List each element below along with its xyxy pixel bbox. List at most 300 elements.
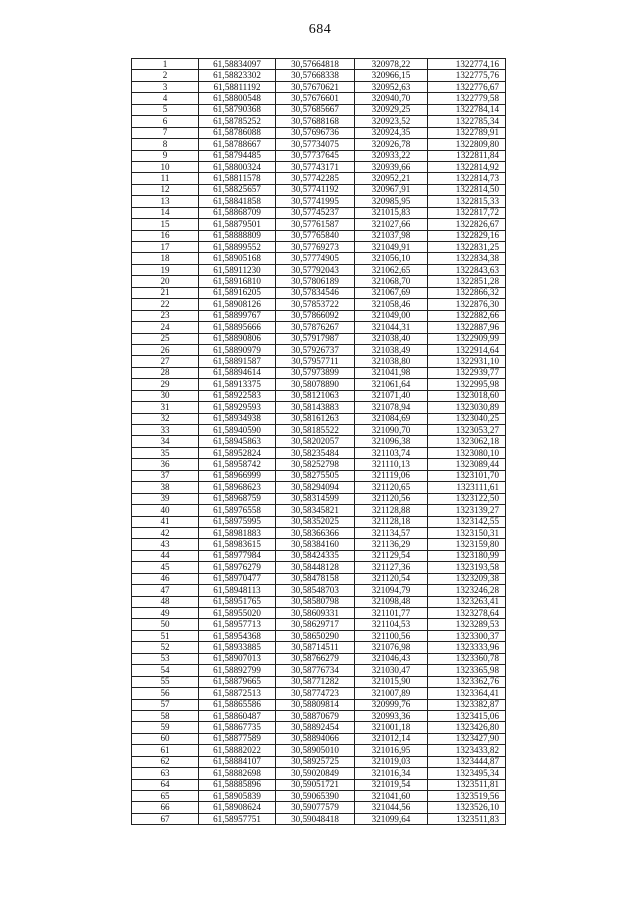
longitude-cell: 30,58609331 xyxy=(276,608,355,619)
y-coordinate-cell: 1323040,25 xyxy=(428,413,506,424)
x-coordinate-cell: 320929,25 xyxy=(355,104,428,115)
table-row xyxy=(132,733,506,744)
table-row xyxy=(132,81,506,92)
x-coordinate-cell: 321001,18 xyxy=(355,722,428,733)
latitude-cell: 61,58811192 xyxy=(199,81,276,92)
point-number-cell: 10 xyxy=(132,161,199,172)
table-row xyxy=(132,505,506,516)
table-row xyxy=(132,344,506,355)
table-row xyxy=(132,447,506,458)
x-coordinate-cell: 321044,31 xyxy=(355,322,428,333)
y-coordinate-cell: 1322843,63 xyxy=(428,264,506,275)
latitude-cell: 61,58955020 xyxy=(199,608,276,619)
longitude-cell: 30,57761587 xyxy=(276,219,355,230)
x-coordinate-cell: 321068,70 xyxy=(355,276,428,287)
latitude-cell: 61,58892799 xyxy=(199,665,276,676)
point-number-cell: 40 xyxy=(132,505,199,516)
point-number-cell: 37 xyxy=(132,470,199,481)
x-coordinate-cell: 321094,79 xyxy=(355,585,428,596)
latitude-cell: 61,58899767 xyxy=(199,310,276,321)
point-number-cell: 59 xyxy=(132,722,199,733)
table-row xyxy=(132,299,506,310)
x-coordinate-cell: 321044,56 xyxy=(355,802,428,813)
x-coordinate-cell: 321067,69 xyxy=(355,287,428,298)
point-number-cell: 30 xyxy=(132,390,199,401)
y-coordinate-cell: 1323062,18 xyxy=(428,436,506,447)
table-row xyxy=(132,745,506,756)
y-coordinate-cell: 1323526,10 xyxy=(428,802,506,813)
y-coordinate-cell: 1322814,92 xyxy=(428,161,506,172)
y-coordinate-cell: 1322829,16 xyxy=(428,230,506,241)
x-coordinate-cell: 321041,98 xyxy=(355,367,428,378)
x-coordinate-cell: 321076,98 xyxy=(355,642,428,653)
x-coordinate-cell: 320999,76 xyxy=(355,699,428,710)
y-coordinate-cell: 1323018,60 xyxy=(428,390,506,401)
x-coordinate-cell: 321056,10 xyxy=(355,253,428,264)
latitude-cell: 61,58954368 xyxy=(199,630,276,641)
point-number-cell: 4 xyxy=(132,93,199,104)
x-coordinate-cell: 320924,35 xyxy=(355,127,428,138)
y-coordinate-cell: 1322789,91 xyxy=(428,127,506,138)
latitude-cell: 61,58951765 xyxy=(199,596,276,607)
table-row xyxy=(132,710,506,721)
y-coordinate-cell: 1322866,32 xyxy=(428,287,506,298)
point-number-cell: 43 xyxy=(132,539,199,550)
longitude-cell: 30,57745237 xyxy=(276,207,355,218)
longitude-cell: 30,57668338 xyxy=(276,70,355,81)
longitude-cell: 30,57853722 xyxy=(276,299,355,310)
x-coordinate-cell: 321041,60 xyxy=(355,791,428,802)
latitude-cell: 61,58823302 xyxy=(199,70,276,81)
latitude-cell: 61,58922583 xyxy=(199,390,276,401)
latitude-cell: 61,58913375 xyxy=(199,379,276,390)
longitude-cell: 30,58766279 xyxy=(276,653,355,664)
y-coordinate-cell: 1322809,80 xyxy=(428,139,506,150)
y-coordinate-cell: 1323139,27 xyxy=(428,505,506,516)
longitude-cell: 30,57957711 xyxy=(276,356,355,367)
latitude-cell: 61,58800548 xyxy=(199,93,276,104)
table-row xyxy=(132,127,506,138)
y-coordinate-cell: 1323080,10 xyxy=(428,447,506,458)
latitude-cell: 61,58825657 xyxy=(199,184,276,195)
y-coordinate-cell: 1323426,80 xyxy=(428,722,506,733)
point-number-cell: 1 xyxy=(132,59,199,70)
latitude-cell: 61,58929593 xyxy=(199,402,276,413)
y-coordinate-cell: 1323495,34 xyxy=(428,768,506,779)
y-coordinate-cell: 1323180,99 xyxy=(428,550,506,561)
table-row xyxy=(132,550,506,561)
x-coordinate-cell: 321096,38 xyxy=(355,436,428,447)
table-row xyxy=(132,653,506,664)
point-number-cell: 29 xyxy=(132,379,199,390)
longitude-cell: 30,58771282 xyxy=(276,676,355,687)
y-coordinate-cell: 1322776,67 xyxy=(428,81,506,92)
longitude-cell: 30,58252798 xyxy=(276,459,355,470)
x-coordinate-cell: 321027,66 xyxy=(355,219,428,230)
longitude-cell: 30,57834546 xyxy=(276,287,355,298)
point-number-cell: 61 xyxy=(132,745,199,756)
table-row xyxy=(132,642,506,653)
latitude-cell: 61,58966999 xyxy=(199,470,276,481)
table-row xyxy=(132,287,506,298)
point-number-cell: 16 xyxy=(132,230,199,241)
longitude-cell: 30,58776734 xyxy=(276,665,355,676)
table-row xyxy=(132,722,506,733)
y-coordinate-cell: 1323444,87 xyxy=(428,756,506,767)
longitude-cell: 30,57688168 xyxy=(276,116,355,127)
latitude-cell: 61,58976558 xyxy=(199,505,276,516)
latitude-cell: 61,58879501 xyxy=(199,219,276,230)
latitude-cell: 61,58834097 xyxy=(199,59,276,70)
point-number-cell: 22 xyxy=(132,299,199,310)
table-row xyxy=(132,699,506,710)
longitude-cell: 30,58714511 xyxy=(276,642,355,653)
y-coordinate-cell: 1322995,98 xyxy=(428,379,506,390)
longitude-cell: 30,58650290 xyxy=(276,630,355,641)
x-coordinate-cell: 321019,54 xyxy=(355,779,428,790)
point-number-cell: 3 xyxy=(132,81,199,92)
table-row xyxy=(132,573,506,584)
longitude-cell: 30,59020849 xyxy=(276,768,355,779)
y-coordinate-cell: 1323030,89 xyxy=(428,402,506,413)
table-row xyxy=(132,482,506,493)
y-coordinate-cell: 1322887,96 xyxy=(428,322,506,333)
point-number-cell: 25 xyxy=(132,333,199,344)
longitude-cell: 30,59048418 xyxy=(276,813,355,824)
x-coordinate-cell: 321119,06 xyxy=(355,470,428,481)
y-coordinate-cell: 1323511,83 xyxy=(428,813,506,824)
longitude-cell: 30,58345821 xyxy=(276,505,355,516)
point-number-cell: 48 xyxy=(132,596,199,607)
x-coordinate-cell: 320966,15 xyxy=(355,70,428,81)
latitude-cell: 61,58879665 xyxy=(199,676,276,687)
longitude-cell: 30,57743171 xyxy=(276,161,355,172)
longitude-cell: 30,57737645 xyxy=(276,150,355,161)
point-number-cell: 12 xyxy=(132,184,199,195)
point-number-cell: 53 xyxy=(132,653,199,664)
y-coordinate-cell: 1323246,28 xyxy=(428,585,506,596)
coordinates-table xyxy=(131,58,506,825)
table-row xyxy=(132,322,506,333)
latitude-cell: 61,58958742 xyxy=(199,459,276,470)
table-row xyxy=(132,813,506,824)
longitude-cell: 30,58925725 xyxy=(276,756,355,767)
x-coordinate-cell: 321134,57 xyxy=(355,527,428,538)
table-row xyxy=(132,139,506,150)
longitude-cell: 30,58905010 xyxy=(276,745,355,756)
y-coordinate-cell: 1323365,98 xyxy=(428,665,506,676)
longitude-cell: 30,57664818 xyxy=(276,59,355,70)
table-row xyxy=(132,470,506,481)
table-row xyxy=(132,207,506,218)
x-coordinate-cell: 321129,54 xyxy=(355,550,428,561)
longitude-cell: 30,58774723 xyxy=(276,688,355,699)
x-coordinate-cell: 321120,56 xyxy=(355,493,428,504)
longitude-cell: 30,57741192 xyxy=(276,184,355,195)
latitude-cell: 61,58841858 xyxy=(199,196,276,207)
y-coordinate-cell: 1322876,30 xyxy=(428,299,506,310)
y-coordinate-cell: 1323150,31 xyxy=(428,527,506,538)
latitude-cell: 61,58890806 xyxy=(199,333,276,344)
longitude-cell: 30,58185522 xyxy=(276,425,355,436)
x-coordinate-cell: 321128,18 xyxy=(355,516,428,527)
point-number-cell: 13 xyxy=(132,196,199,207)
point-number-cell: 63 xyxy=(132,768,199,779)
x-coordinate-cell: 321046,43 xyxy=(355,653,428,664)
y-coordinate-cell: 1322882,66 xyxy=(428,310,506,321)
latitude-cell: 61,58970477 xyxy=(199,573,276,584)
y-coordinate-cell: 1323511,81 xyxy=(428,779,506,790)
y-coordinate-cell: 1322909,99 xyxy=(428,333,506,344)
x-coordinate-cell: 321038,40 xyxy=(355,333,428,344)
latitude-cell: 61,58885896 xyxy=(199,779,276,790)
latitude-cell: 61,58934938 xyxy=(199,413,276,424)
y-coordinate-cell: 1323300,37 xyxy=(428,630,506,641)
longitude-cell: 30,57806189 xyxy=(276,276,355,287)
x-coordinate-cell: 321071,40 xyxy=(355,390,428,401)
point-number-cell: 64 xyxy=(132,779,199,790)
y-coordinate-cell: 1323362,76 xyxy=(428,676,506,687)
latitude-cell: 61,58895666 xyxy=(199,322,276,333)
table-row xyxy=(132,276,506,287)
x-coordinate-cell: 320940,70 xyxy=(355,93,428,104)
longitude-cell: 30,57742285 xyxy=(276,173,355,184)
point-number-cell: 33 xyxy=(132,425,199,436)
table-row xyxy=(132,161,506,172)
point-number-cell: 11 xyxy=(132,173,199,184)
x-coordinate-cell: 321136,29 xyxy=(355,539,428,550)
latitude-cell: 61,58968623 xyxy=(199,482,276,493)
table-row xyxy=(132,219,506,230)
y-coordinate-cell: 1323278,64 xyxy=(428,608,506,619)
point-number-cell: 39 xyxy=(132,493,199,504)
x-coordinate-cell: 320978,22 xyxy=(355,59,428,70)
table-row xyxy=(132,516,506,527)
latitude-cell: 61,58977984 xyxy=(199,550,276,561)
table-row xyxy=(132,562,506,573)
latitude-cell: 61,58916205 xyxy=(199,287,276,298)
point-number-cell: 58 xyxy=(132,710,199,721)
table-row xyxy=(132,791,506,802)
x-coordinate-cell: 321127,36 xyxy=(355,562,428,573)
point-number-cell: 38 xyxy=(132,482,199,493)
latitude-cell: 61,58882698 xyxy=(199,768,276,779)
point-number-cell: 6 xyxy=(132,116,199,127)
point-number-cell: 47 xyxy=(132,585,199,596)
point-number-cell: 21 xyxy=(132,287,199,298)
y-coordinate-cell: 1323142,55 xyxy=(428,516,506,527)
point-number-cell: 8 xyxy=(132,139,199,150)
point-number-cell: 15 xyxy=(132,219,199,230)
table-row xyxy=(132,253,506,264)
x-coordinate-cell: 321049,91 xyxy=(355,242,428,253)
x-coordinate-cell: 321012,14 xyxy=(355,733,428,744)
table-row xyxy=(132,436,506,447)
point-number-cell: 54 xyxy=(132,665,199,676)
table-row xyxy=(132,367,506,378)
y-coordinate-cell: 1322811,84 xyxy=(428,150,506,161)
y-coordinate-cell: 1323089,44 xyxy=(428,459,506,470)
latitude-cell: 61,58794485 xyxy=(199,150,276,161)
table-row xyxy=(132,150,506,161)
y-coordinate-cell: 1322784,14 xyxy=(428,104,506,115)
x-coordinate-cell: 320993,36 xyxy=(355,710,428,721)
latitude-cell: 61,58860487 xyxy=(199,710,276,721)
table-row xyxy=(132,104,506,115)
point-number-cell: 26 xyxy=(132,344,199,355)
x-coordinate-cell: 320952,21 xyxy=(355,173,428,184)
x-coordinate-cell: 321098,48 xyxy=(355,596,428,607)
latitude-cell: 61,58957713 xyxy=(199,619,276,630)
y-coordinate-cell: 1322779,58 xyxy=(428,93,506,104)
y-coordinate-cell: 1322931,10 xyxy=(428,356,506,367)
x-coordinate-cell: 321090,70 xyxy=(355,425,428,436)
page-number: 684 xyxy=(308,22,332,37)
point-number-cell: 5 xyxy=(132,104,199,115)
y-coordinate-cell: 1322817,72 xyxy=(428,207,506,218)
y-coordinate-cell: 1323333,96 xyxy=(428,642,506,653)
x-coordinate-cell: 321058,46 xyxy=(355,299,428,310)
x-coordinate-cell: 321049,00 xyxy=(355,310,428,321)
longitude-cell: 30,57917987 xyxy=(276,333,355,344)
table-row xyxy=(132,630,506,641)
latitude-cell: 61,58790368 xyxy=(199,104,276,115)
longitude-cell: 30,57973899 xyxy=(276,367,355,378)
point-number-cell: 45 xyxy=(132,562,199,573)
latitude-cell: 61,58890979 xyxy=(199,344,276,355)
table-row xyxy=(132,93,506,104)
table-row xyxy=(132,768,506,779)
point-number-cell: 51 xyxy=(132,630,199,641)
y-coordinate-cell: 1323519,56 xyxy=(428,791,506,802)
point-number-cell: 27 xyxy=(132,356,199,367)
x-coordinate-cell: 321038,49 xyxy=(355,344,428,355)
table-row xyxy=(132,402,506,413)
latitude-cell: 61,58945863 xyxy=(199,436,276,447)
y-coordinate-cell: 1323111,61 xyxy=(428,482,506,493)
x-coordinate-cell: 321078,94 xyxy=(355,402,428,413)
x-coordinate-cell: 321101,77 xyxy=(355,608,428,619)
point-number-cell: 56 xyxy=(132,688,199,699)
latitude-cell: 61,58785252 xyxy=(199,116,276,127)
y-coordinate-cell: 1323209,38 xyxy=(428,573,506,584)
table-row xyxy=(132,379,506,390)
latitude-cell: 61,58800324 xyxy=(199,161,276,172)
point-number-cell: 23 xyxy=(132,310,199,321)
coordinates-table-body xyxy=(132,59,506,825)
longitude-cell: 30,58548703 xyxy=(276,585,355,596)
y-coordinate-cell: 1323289,53 xyxy=(428,619,506,630)
table-row xyxy=(132,539,506,550)
x-coordinate-cell: 320933,22 xyxy=(355,150,428,161)
y-coordinate-cell: 1322785,34 xyxy=(428,116,506,127)
point-number-cell: 44 xyxy=(132,550,199,561)
table-row xyxy=(132,756,506,767)
table-row xyxy=(132,59,506,70)
y-coordinate-cell: 1322914,64 xyxy=(428,344,506,355)
y-coordinate-cell: 1322814,73 xyxy=(428,173,506,184)
x-coordinate-cell: 321015,83 xyxy=(355,207,428,218)
table-row xyxy=(132,665,506,676)
x-coordinate-cell: 321030,47 xyxy=(355,665,428,676)
latitude-cell: 61,58899552 xyxy=(199,242,276,253)
x-coordinate-cell: 321038,80 xyxy=(355,356,428,367)
point-number-cell: 17 xyxy=(132,242,199,253)
y-coordinate-cell: 1323433,82 xyxy=(428,745,506,756)
y-coordinate-cell: 1322775,76 xyxy=(428,70,506,81)
longitude-cell: 30,57769273 xyxy=(276,242,355,253)
x-coordinate-cell: 321110,13 xyxy=(355,459,428,470)
table-row xyxy=(132,116,506,127)
point-number-cell: 35 xyxy=(132,447,199,458)
x-coordinate-cell: 321062,65 xyxy=(355,264,428,275)
longitude-cell: 30,58202057 xyxy=(276,436,355,447)
longitude-cell: 30,58078890 xyxy=(276,379,355,390)
latitude-cell: 61,58865586 xyxy=(199,699,276,710)
x-coordinate-cell: 320967,91 xyxy=(355,184,428,195)
x-coordinate-cell: 321099,64 xyxy=(355,813,428,824)
latitude-cell: 61,58788667 xyxy=(199,139,276,150)
latitude-cell: 61,58916810 xyxy=(199,276,276,287)
longitude-cell: 30,58894066 xyxy=(276,733,355,744)
x-coordinate-cell: 321104,53 xyxy=(355,619,428,630)
latitude-cell: 61,58981883 xyxy=(199,527,276,538)
longitude-cell: 30,58478158 xyxy=(276,573,355,584)
y-coordinate-cell: 1322834,38 xyxy=(428,253,506,264)
x-coordinate-cell: 321120,54 xyxy=(355,573,428,584)
table-row xyxy=(132,242,506,253)
table-row xyxy=(132,173,506,184)
longitude-cell: 30,57792043 xyxy=(276,264,355,275)
latitude-cell: 61,58976279 xyxy=(199,562,276,573)
point-number-cell: 42 xyxy=(132,527,199,538)
point-number-cell: 18 xyxy=(132,253,199,264)
table-row xyxy=(132,459,506,470)
table-row xyxy=(132,676,506,687)
point-number-cell: 31 xyxy=(132,402,199,413)
latitude-cell: 61,58952824 xyxy=(199,447,276,458)
y-coordinate-cell: 1323159,80 xyxy=(428,539,506,550)
table-row xyxy=(132,184,506,195)
y-coordinate-cell: 1323364,41 xyxy=(428,688,506,699)
y-coordinate-cell: 1322826,67 xyxy=(428,219,506,230)
latitude-cell: 61,58882022 xyxy=(199,745,276,756)
x-coordinate-cell: 321128,88 xyxy=(355,505,428,516)
y-coordinate-cell: 1322814,50 xyxy=(428,184,506,195)
longitude-cell: 30,59065390 xyxy=(276,791,355,802)
latitude-cell: 61,58911230 xyxy=(199,264,276,275)
point-number-cell: 67 xyxy=(132,813,199,824)
longitude-cell: 30,57676601 xyxy=(276,93,355,104)
x-coordinate-cell: 320923,52 xyxy=(355,116,428,127)
table-row xyxy=(132,596,506,607)
latitude-cell: 61,58933885 xyxy=(199,642,276,653)
point-number-cell: 46 xyxy=(132,573,199,584)
x-coordinate-cell: 320926,78 xyxy=(355,139,428,150)
x-coordinate-cell: 321019,03 xyxy=(355,756,428,767)
y-coordinate-cell: 1323415,06 xyxy=(428,710,506,721)
point-number-cell: 65 xyxy=(132,791,199,802)
y-coordinate-cell: 1323193,58 xyxy=(428,562,506,573)
point-number-cell: 34 xyxy=(132,436,199,447)
longitude-cell: 30,58121063 xyxy=(276,390,355,401)
y-coordinate-cell: 1323101,70 xyxy=(428,470,506,481)
latitude-cell: 61,58905839 xyxy=(199,791,276,802)
point-number-cell: 55 xyxy=(132,676,199,687)
point-number-cell: 57 xyxy=(132,699,199,710)
latitude-cell: 61,58891587 xyxy=(199,356,276,367)
longitude-cell: 30,58892454 xyxy=(276,722,355,733)
